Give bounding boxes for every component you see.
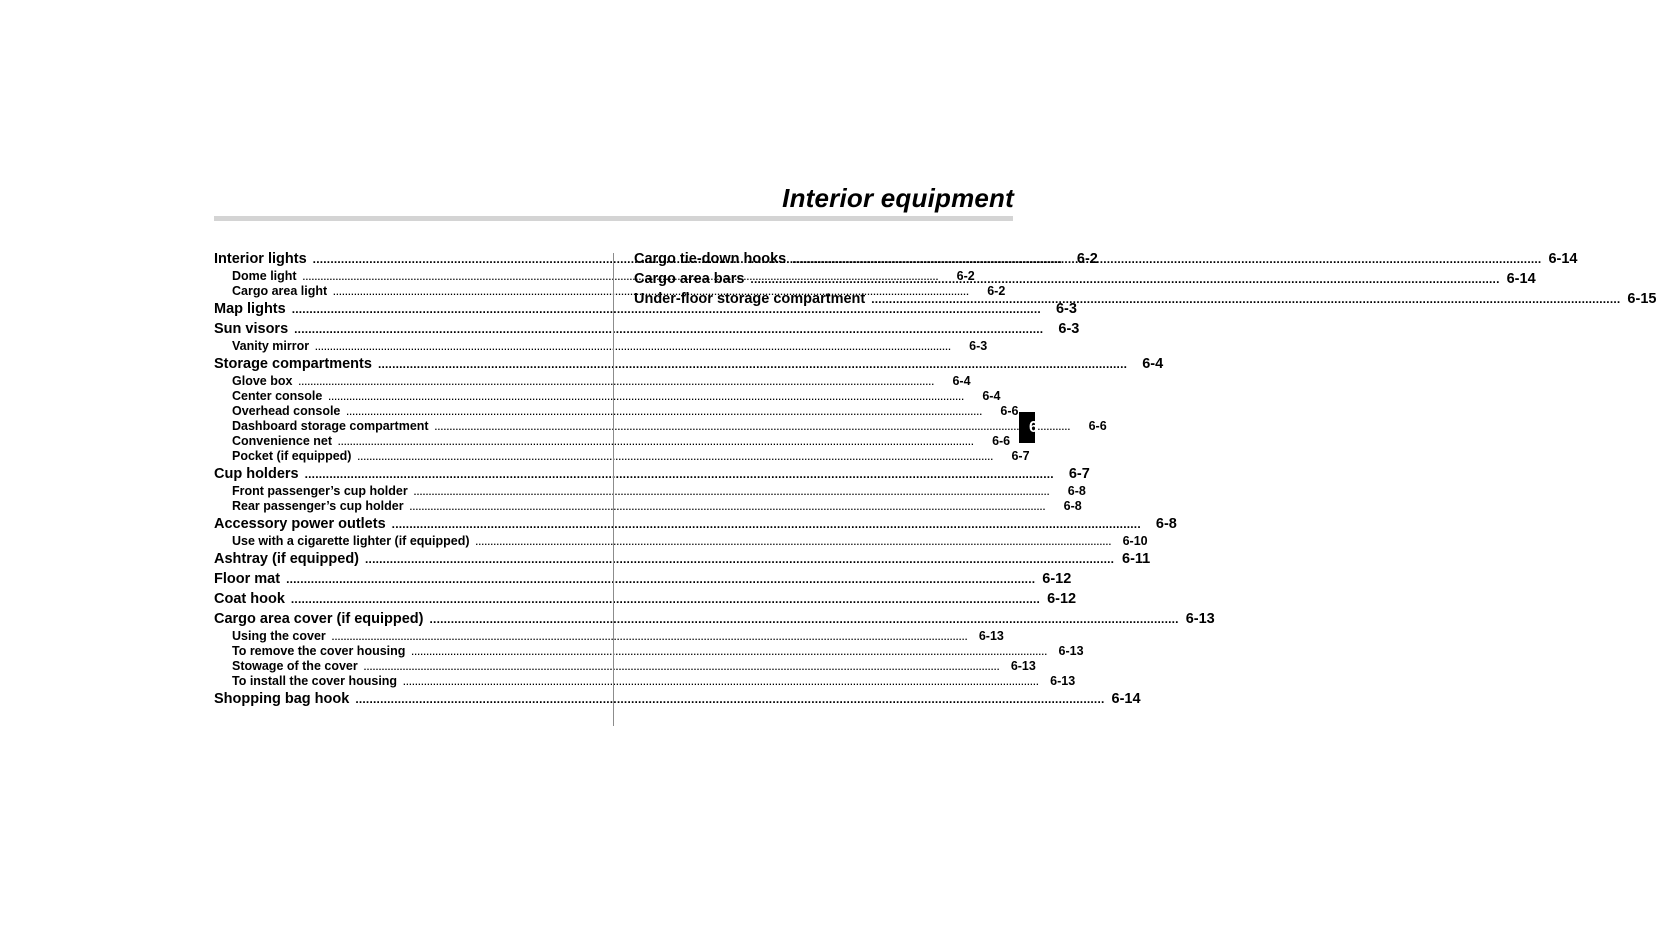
toc-entry-page: 6-12 [1042, 571, 1072, 587]
toc-entry-title: Vanity mirror [232, 339, 310, 353]
dot-leader [792, 249, 1541, 269]
toc-entry[interactable] [214, 319, 1080, 339]
dot-leader [414, 485, 1050, 500]
toc-entry-page: 6-4 [1142, 356, 1164, 372]
toc-entry-title: Cargo area bars [634, 271, 745, 287]
dot-leader [332, 630, 968, 645]
toc-entry-title: Dashboard storage compartment [232, 419, 429, 433]
dot-leader [355, 689, 1104, 709]
toc-entry-page: 6-8 [1067, 484, 1086, 498]
dot-leader [871, 289, 1620, 309]
toc-subentry[interactable] [214, 629, 1004, 644]
dot-leader [294, 319, 1043, 339]
toc-entry-page: 6-13 [1185, 611, 1215, 627]
dot-leader [328, 390, 964, 405]
toc-entry-page: 6-2 [987, 284, 1006, 298]
toc-entry-page: 6-8 [1155, 516, 1177, 532]
toc-entry-title: Shopping bag hook [214, 691, 350, 707]
toc-entry-title: Interior lights [214, 251, 307, 267]
toc-entry[interactable] [214, 609, 1215, 629]
toc-entry-title: Pocket (if equipped) [232, 449, 352, 463]
dot-leader [378, 354, 1127, 374]
toc-entry-page: 6-8 [1063, 499, 1082, 513]
toc-entry-page: 6-14 [1548, 251, 1578, 267]
dot-leader [476, 535, 1112, 550]
toc-subentry[interactable] [214, 374, 971, 389]
dot-leader [430, 609, 1179, 629]
toc-entry-page: 6-3 [969, 339, 988, 353]
toc-entry-page: 6-2 [1076, 251, 1098, 267]
toc-subentry[interactable] [214, 389, 1001, 404]
dot-leader [364, 660, 1000, 675]
toc-subentry[interactable] [214, 674, 1076, 689]
toc-entry-title: To install the cover housing [232, 674, 398, 688]
toc-subentry[interactable] [214, 419, 1107, 434]
toc-entry-page: 6-10 [1122, 534, 1148, 548]
toc-entry-page: 6-2 [956, 269, 975, 283]
toc-entry-title: Cup holders [214, 466, 299, 482]
dot-leader [305, 464, 1054, 484]
dot-leader [392, 514, 1141, 534]
toc-entry-title: Glove box [232, 374, 293, 388]
toc-subentry[interactable] [214, 434, 1011, 449]
dot-leader [365, 549, 1114, 569]
toc-entry-page: 6-4 [982, 389, 1001, 403]
toc-entry[interactable] [214, 689, 1141, 709]
toc-entry-title: Use with a cigarette lighter (if equipped) [232, 534, 470, 548]
dot-leader [435, 420, 1071, 435]
dot-leader [291, 589, 1040, 609]
toc-entry[interactable] [214, 549, 1151, 569]
toc-entry-title: Cargo tie-down hooks [634, 251, 787, 267]
toc-entry-title: Map lights [214, 301, 286, 317]
toc-subentry[interactable] [214, 449, 1030, 464]
dot-leader [411, 645, 1047, 660]
toc-entry-page: 6-3 [1058, 321, 1080, 337]
toc-entry-title: Stowage of the cover [232, 659, 358, 673]
toc-entry-page: 6-15 [1627, 291, 1656, 307]
toc-subentry[interactable] [214, 659, 1036, 674]
dot-leader [298, 375, 934, 390]
toc-entry-page: 6-6 [992, 434, 1011, 448]
toc-entry-title: Accessory power outlets [214, 516, 386, 532]
toc-entry-title: Overhead console [232, 404, 341, 418]
dot-leader [750, 269, 1499, 289]
dot-leader [403, 675, 1039, 690]
toc-entry-page: 6-13 [1050, 674, 1076, 688]
toc-entry-title: Front passenger’s cup holder [232, 484, 408, 498]
dot-leader [338, 435, 974, 450]
toc-entry-title: Using the cover [232, 629, 326, 643]
toc-entry-title: Rear passenger’s cup holder [232, 499, 404, 513]
toc-entry-page: 6-7 [1011, 449, 1030, 463]
toc-entry-page: 6-11 [1122, 551, 1151, 567]
chapter-tab: 6 [1019, 412, 1035, 443]
toc-entry-title: Cargo area light [232, 284, 328, 298]
toc-subentry[interactable] [214, 404, 1019, 419]
toc-entry-page: 6-14 [1111, 691, 1141, 707]
toc-entry-title: Ashtray (if equipped) [214, 551, 360, 567]
toc-subentry[interactable] [214, 644, 1084, 659]
toc-entry[interactable] [214, 514, 1177, 534]
toc-entry-page: 6-13 [1058, 644, 1084, 658]
toc-entry-page: 6-13 [978, 629, 1004, 643]
dot-leader [357, 450, 993, 465]
dot-leader [286, 569, 1035, 589]
toc-subentry[interactable] [214, 534, 1148, 549]
toc-entry[interactable] [634, 269, 1536, 289]
dot-leader [315, 340, 951, 355]
toc-entry-title: Floor mat [214, 571, 281, 587]
toc-entry-title: Dome light [232, 269, 297, 283]
toc-entry-page: 6-12 [1047, 591, 1077, 607]
toc-entry-title: Center console [232, 389, 323, 403]
toc-entry-title: Under-floor storage compartment [634, 291, 866, 307]
toc-entry-page: 6-13 [1010, 659, 1036, 673]
column-divider [613, 253, 614, 726]
toc-entry-title: Coat hook [214, 591, 285, 607]
toc-entry-page: 6-14 [1506, 271, 1536, 287]
toc-subentry[interactable] [214, 484, 1086, 499]
toc-subentry[interactable] [214, 339, 988, 354]
toc-entry-page: 6-4 [952, 374, 971, 388]
toc-entry[interactable] [214, 569, 1072, 589]
toc-entry[interactable] [214, 589, 1077, 609]
page-title: Interior equipment [782, 183, 1014, 213]
dot-leader [346, 405, 982, 420]
toc-subentry[interactable] [214, 499, 1082, 514]
title-rule [214, 216, 1013, 221]
toc-entry-page: 6-6 [1000, 404, 1019, 418]
dot-leader [410, 500, 1046, 515]
toc-entry-title: Sun visors [214, 321, 289, 337]
toc-entry-page: 6-6 [1088, 419, 1107, 433]
toc-entry[interactable] [214, 464, 1090, 484]
toc-entry-page: 6-7 [1068, 466, 1090, 482]
toc-entry-page: 6-3 [1055, 301, 1077, 317]
toc-entry-title: To remove the cover housing [232, 644, 406, 658]
toc-entry-title: Storage compartments [214, 356, 372, 372]
toc-entry-title: Cargo area cover (if equipped) [214, 611, 424, 627]
toc-entry[interactable] [214, 354, 1164, 374]
toc-entry-title: Convenience net [232, 434, 333, 448]
